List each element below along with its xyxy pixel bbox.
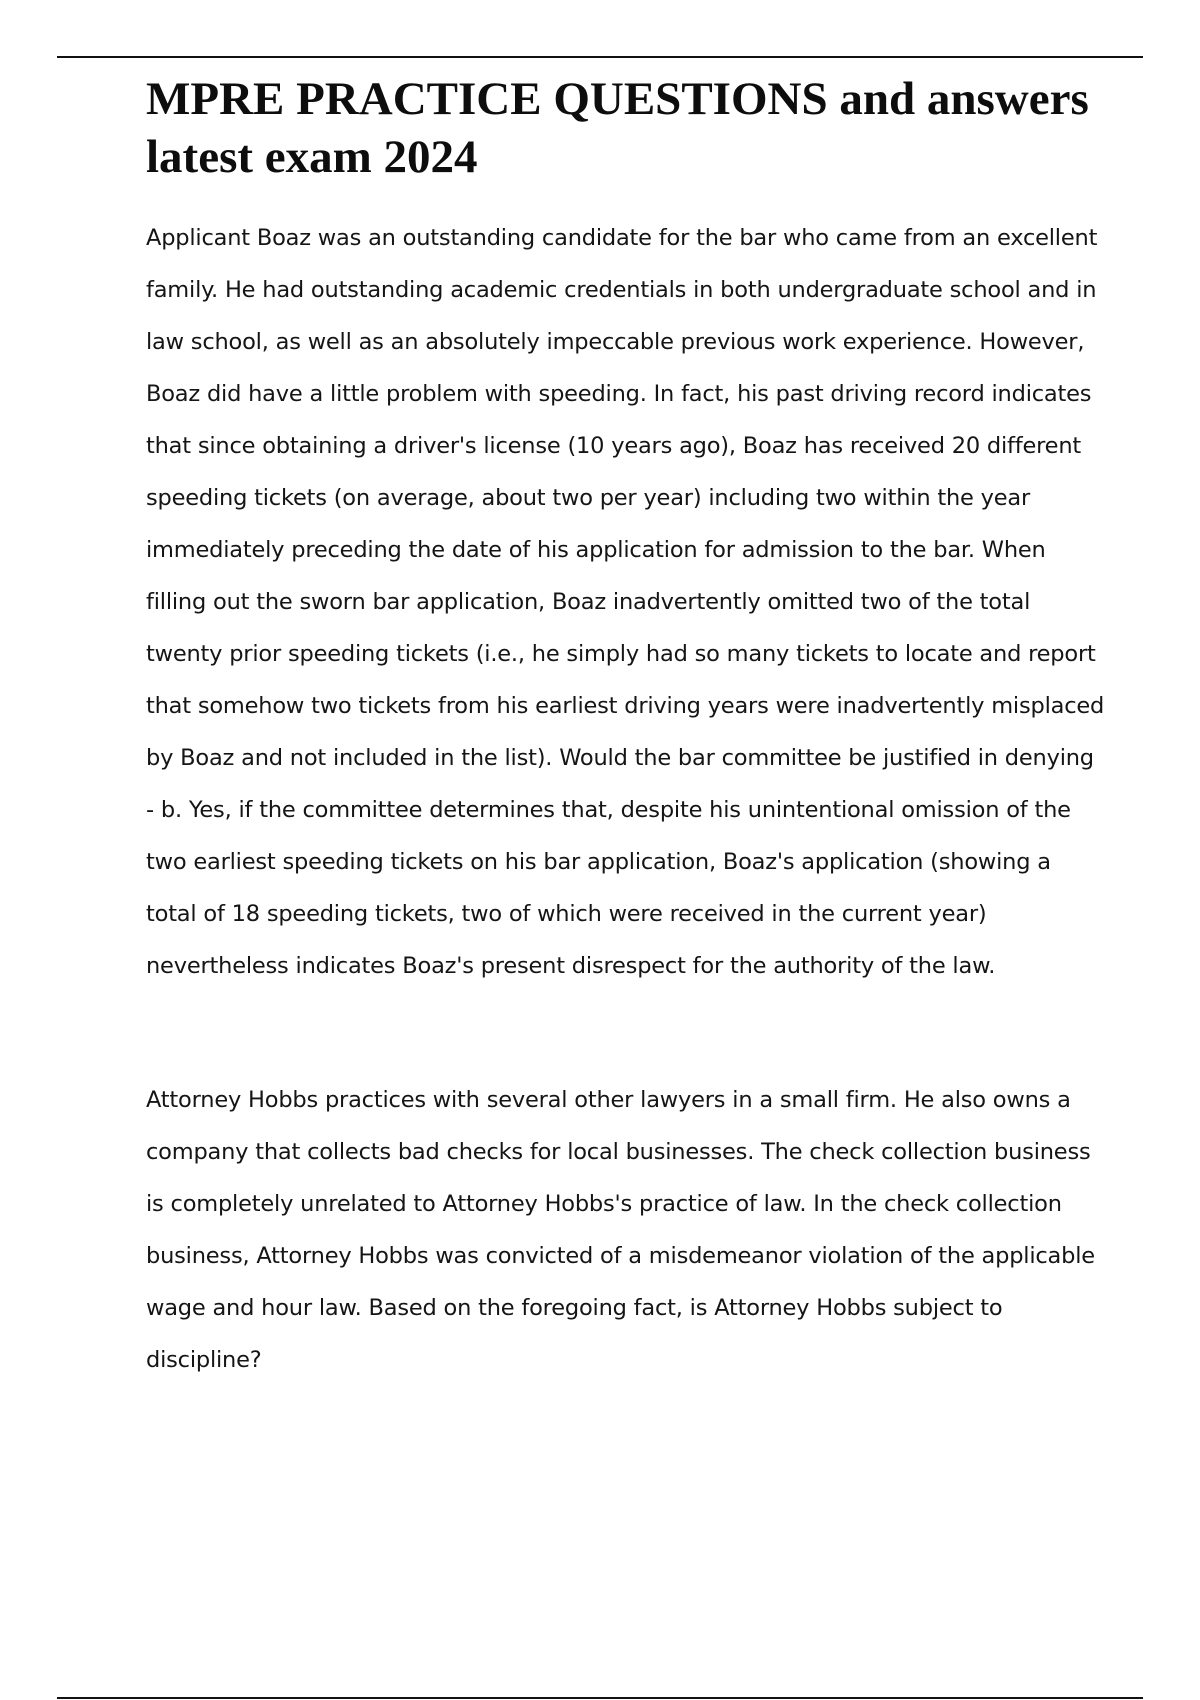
document-title: MPRE PRACTICE QUESTIONS and answers latest exam 2024	[146, 73, 1089, 183]
question-paragraph-2: Attorney Hobbs practices with several other lawyers in a small firm. He also owns a company that collects bad checks for local businesses. The check collection business is completely unrelated to Attorney Hobbs's practice of law. In the check collection business, Attorney Hobbs was convicted of a misdemeanor violation of the applicable wage and hour law. Based on the foregoing fact, is Attorney Hobbs subject to discipline?	[146, 1087, 1095, 1373]
document-body	[146, 70, 1106, 1386]
top-rule	[57, 56, 1143, 58]
question-paragraph-1: Applicant Boaz was an outstanding candidate for the bar who came from an excellent family. He had outstanding academic credentials in both undergraduate school and in law school, as well as an absolutely impeccable previous work experience. However, Boaz did have a little problem with speeding. In fact, his past driving record indicates that since obtaining a driver's license (10 years ago), Boaz has received 20 different speeding tickets (on average, about two per year) including two within the year immediately preceding the date of his application for admission to the bar. When filling out the sworn bar application, Boaz inadvertently omitted two of the total twenty prior speeding tickets (i.e., he simply had so many tickets to locate and report that somehow two tickets from his earliest driving years were inadvertently misplaced by Boaz and not included in the list). Would the bar committee be justified in denying - b. Yes, if the committee determines that, despite his unintentional omission of the two earliest speeding tickets on his bar application, Boaz's application (showing a total of 18 speeding tickets, two of which were received in the current year) nevertheless indicates Boaz's present disrespect for the authority of the law.	[146, 225, 1105, 979]
bottom-rule	[57, 1697, 1143, 1699]
